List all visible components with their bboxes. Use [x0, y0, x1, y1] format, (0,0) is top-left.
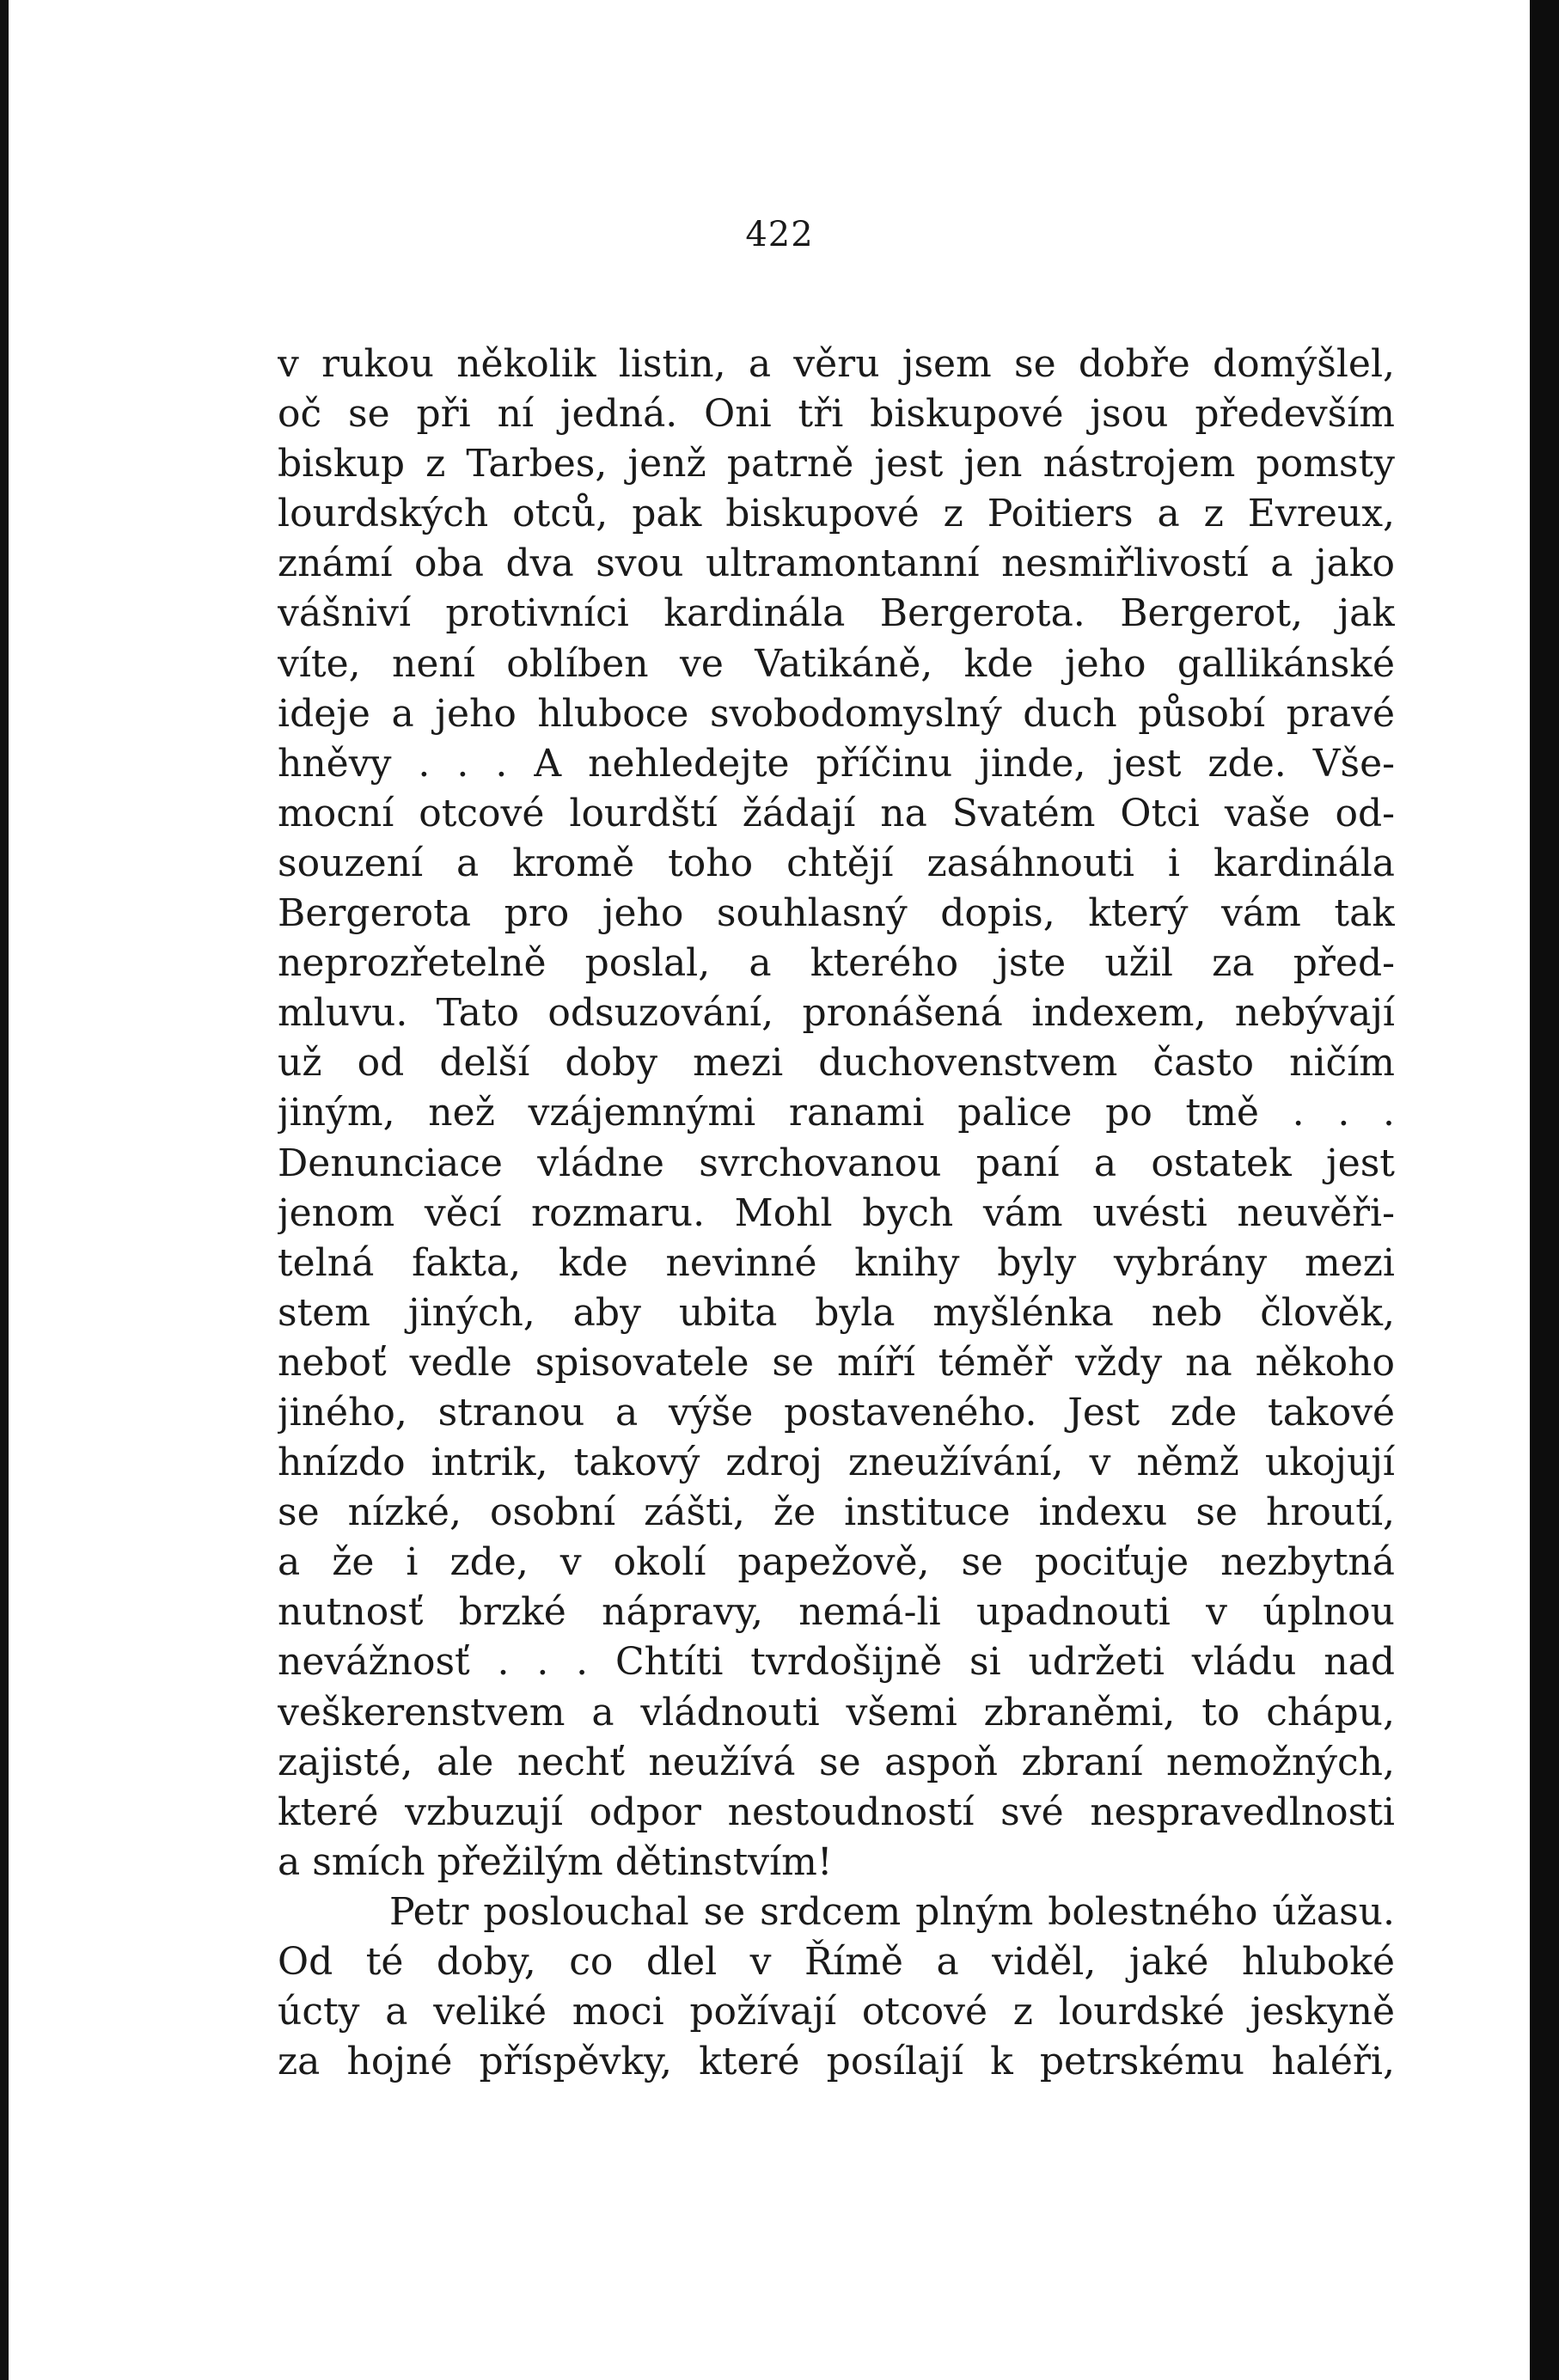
text-line: oč se při ní jedná. Oni tři biskupové jsou především — [278, 392, 1395, 437]
text-line: jiného, stranou a výše postaveného. Jest zde takové — [278, 1390, 1395, 1435]
text-line: víte, není oblíben ve Vatikáně, kde jeho gallikánské — [278, 641, 1395, 686]
text-line: stem jiných, aby ubita byla myšlénka neb člověk, — [278, 1290, 1395, 1335]
text-line: se nízké, osobní zášti, že instituce indexu se hroutí, — [278, 1490, 1395, 1535]
page-edge-right — [1530, 0, 1559, 2380]
text-line: nevážnosť . . . Chtíti tvrdošijně si udržeti vládu nad — [278, 1640, 1395, 1685]
text-line: mluvu. Tato odsuzování, pronášená indexem, nebývají — [278, 991, 1395, 1036]
paragraph-end-line: a smích přežilým dětinstvím! — [278, 1839, 833, 1884]
text-line: a že i zde, v okolí papežově, se pociťuje nezbytná — [278, 1540, 1395, 1585]
text-line: zajisté, ale nechť neužívá se aspoň zbraní nemožných, — [278, 1740, 1395, 1784]
text-line: neprozřetelně poslal, a kterého jste užil za před- — [278, 941, 1395, 986]
text-line: mocní otcové lourdští žádají na Svatém Otci vaše od- — [278, 791, 1395, 835]
text-line: které vzbuzují odpor nestoudností své nespravedlnosti — [278, 1790, 1395, 1834]
text-line: hněvy . . . A nehledejte příčinu jinde, jest zde. Vše- — [278, 741, 1395, 786]
text-line: veškerenstvem a vládnouti všemi zbraněmi, to chápu, — [278, 1690, 1395, 1735]
text-line: úcty a veliké moci požívají otcové z lourdské jeskyně — [278, 1990, 1395, 2034]
paragraph-start-line: Petr poslouchal se srdcem plným bolestného úžasu. — [389, 1889, 1395, 1934]
text-line: jenom věcí rozmaru. Mohl bych vám uvésti neuvěři- — [278, 1190, 1395, 1235]
text-line: lourdských otců, pak biskupové z Poitiers a z Evreux, — [278, 492, 1395, 536]
text-line: vášniví protivníci kardinála Bergerota. Bergerot, jak — [278, 591, 1395, 636]
text-line: ideje a jeho hluboce svobodomyslný duch působí pravé — [278, 691, 1395, 736]
text-line: Denunciace vládne svrchovanou paní a ostatek jest — [278, 1141, 1395, 1185]
page-number: 422 — [745, 215, 814, 254]
text-line: Bergerota pro jeho souhlasný dopis, který vám tak — [278, 891, 1395, 936]
text-line: Od té doby, co dlel v Římě a viděl, jaké hluboké — [278, 1940, 1395, 1984]
text-line: jiným, než vzájemnými ranami palice po tmě . . . — [278, 1091, 1395, 1135]
text-line: nutnosť brzké nápravy, nemá-li upadnouti v úplnou — [278, 1590, 1395, 1635]
text-line: v rukou několik listin, a věru jsem se dobře domýšlel, — [278, 342, 1395, 386]
body-text — [278, 340, 1395, 2087]
text-line: biskup z Tarbes, jenž patrně jest jen nástrojem pomsty — [278, 442, 1395, 486]
text-line: známí oba dva svou ultramontanní nesmiřlivostí a jako — [278, 541, 1395, 586]
text-line: souzení a kromě toho chtějí zasáhnouti i kardinála — [278, 841, 1395, 885]
text-line: už od delší doby mezi duchovenstvem často ničím — [278, 1041, 1395, 1086]
text-line: telná fakta, kde nevinné knihy byly vybrány mezi — [278, 1240, 1395, 1285]
text-line: neboť vedle spisovatele se míří téměř vždy na někoho — [278, 1340, 1395, 1385]
text-line: za hojné příspěvky, které posílají k petrskému haléři, — [278, 2040, 1395, 2084]
page-edge-left — [0, 0, 9, 2380]
text-line: hnízdo intrik, takový zdroj zneužívání, v němž ukojují — [278, 1441, 1395, 1485]
